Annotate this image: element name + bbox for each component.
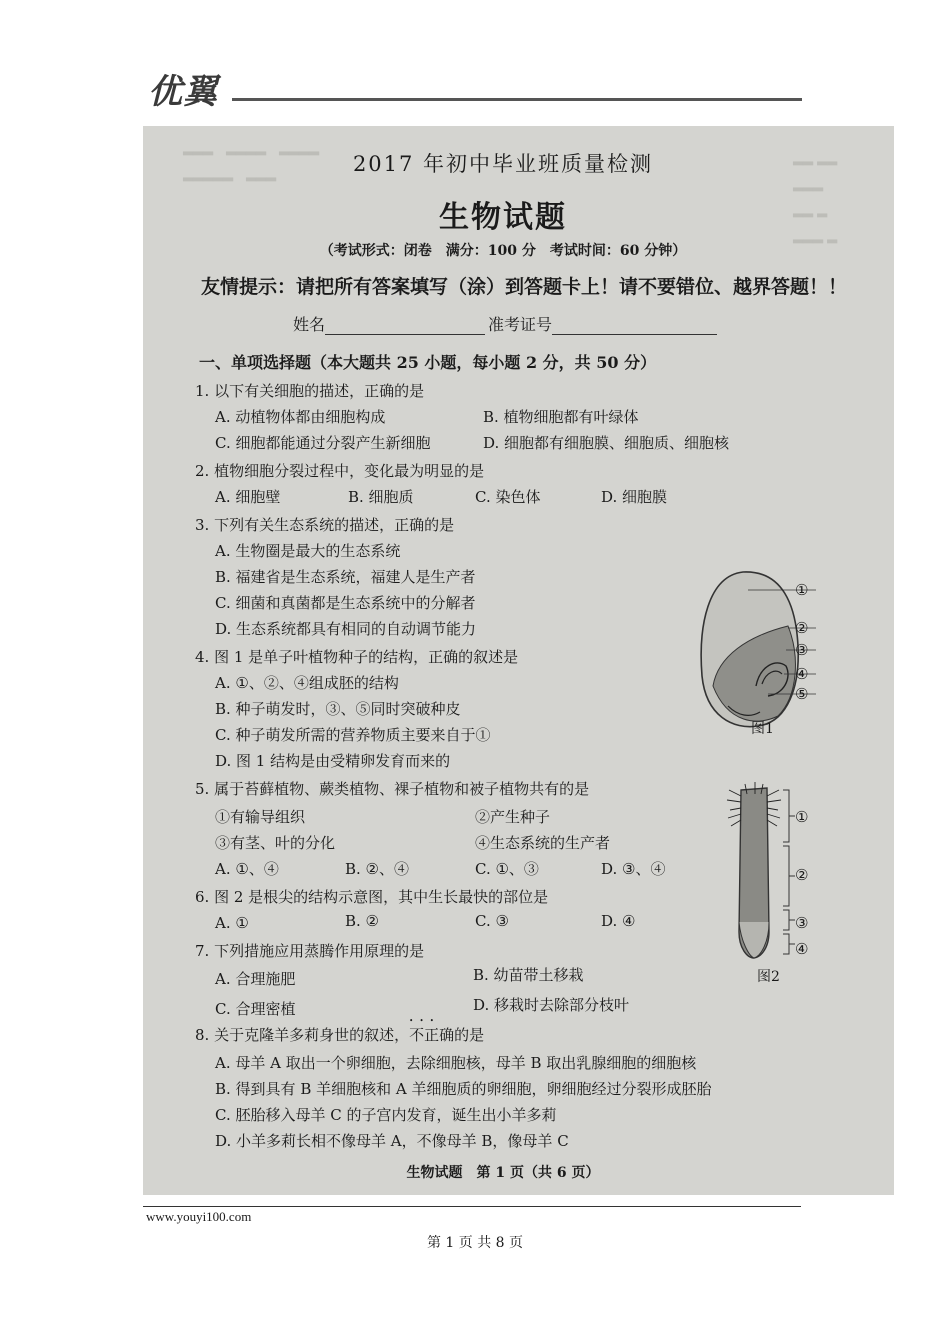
q6-option-c: C. ③ (475, 912, 509, 930)
name-field (293, 312, 485, 335)
q7-option-a: A. 合理施肥 (215, 970, 296, 988)
q7-option-b: B. 幼苗带土移栽 (473, 966, 584, 984)
q7-option-c: C. 合理密植 (215, 1000, 296, 1018)
footer-page-number: 第 1 页 共 8 页 (426, 1235, 524, 1251)
q6-option-d: D. ④ (601, 912, 636, 930)
q8-stem-suffix: 的是 (454, 1026, 485, 1044)
q8-stem-emphasis: 不正确 • • • (409, 1026, 454, 1044)
q7-option-d: D. 移栽时去除部分枝叶 (473, 996, 630, 1014)
q3-option-d: D. 生态系统都具有相同的自动调节能力 (215, 620, 477, 638)
q5-option-a: A. ①、④ (215, 860, 279, 878)
exam-info: （考试形式：闭卷 满分：100 分 考试时间：60 分钟） (319, 243, 687, 259)
q2-option-a: A. 细胞壁 (215, 488, 281, 506)
q5-option-b: B. ②、④ (345, 860, 410, 878)
bleed-through-top: ▂▂▂ ▂▂▂▂ ▂▂▂▂ ▂▂▂▂▂ ▂▂▂ (183, 141, 319, 182)
q2-option-d: D. 细胞膜 (601, 488, 668, 506)
question-2-stem: 2. 植物细胞分裂过程中，变化最为明显的是 (195, 462, 485, 480)
q6-option-a: A. ① (215, 914, 249, 932)
question-1-stem: 1. 以下有关细胞的描述，正确的是 (195, 382, 425, 400)
paper-page-footer: 生物试题 第 1 页（共 6 页） (406, 1165, 600, 1181)
q1-option-d: D. 细胞都有细胞膜、细胞质、细胞核 (483, 434, 730, 452)
friendly-tip: 友情提示：请把所有答案填写（涂）到答题卡上！请不要错位、越界答题！！ (201, 276, 848, 298)
exam-title-line2: 生物试题 (439, 200, 567, 235)
q3-option-c: C. 细菌和真菌都是生态系统中的分解者 (215, 594, 476, 612)
q5-option-d: D. ③、④ (601, 860, 666, 878)
fig1-label-2: ② (795, 619, 809, 637)
q5-item-4: ④生态系统的生产者 (475, 834, 611, 852)
q5-option-c: C. ①、③ (475, 860, 539, 878)
root-cap (739, 922, 769, 958)
figure-1-caption: 图1 (751, 721, 774, 737)
fig1-label-4: ④ (795, 665, 809, 683)
fig1-label-1: ① (795, 581, 809, 599)
id-field (488, 312, 717, 335)
q1-option-a: A. 动植物体都由细胞构成 (215, 408, 386, 426)
fig2-label-2: ② (795, 866, 809, 884)
exam-title-line1: 2017 年初中毕业班质量检测 (352, 152, 654, 176)
question-4-stem: 4. 图 1 是单子叶植物种子的结构，正确的叙述是 (195, 648, 519, 666)
q8-option-c: C. 胚胎移入母羊 C 的子宫内发育，诞生出小羊多莉 (215, 1106, 557, 1124)
q5-item-2: ②产生种子 (475, 808, 551, 826)
brand-logo: 优翼 (148, 72, 218, 112)
bracket-4 (783, 934, 795, 954)
q5-item-3: ③有茎、叶的分化 (215, 834, 336, 852)
header-rule (232, 98, 802, 101)
question-6-stem: 6. 图 2 是根尖的结构示意图，其中生长最快的部位是 (195, 888, 549, 906)
question-5-stem: 5. 属于苔藓植物、蕨类植物、裸子植物和被子植物共有的是 (195, 780, 590, 798)
figure-2-caption: 图2 (757, 969, 780, 985)
q4-option-a: A. ①、②、④组成胚的结构 (215, 674, 399, 692)
name-label: 姓名 (293, 315, 326, 334)
q2-option-c: C. 染色体 (475, 488, 541, 506)
fig2-label-3: ③ (795, 914, 809, 932)
q1-option-c: C. 细胞都能通过分裂产生新细胞 (215, 434, 431, 452)
q4-option-c: C. 种子萌发所需的营养物质主要来自于① (215, 726, 491, 744)
q3-option-a: A. 生物圈是最大的生态系统 (215, 542, 401, 560)
q8-stem-prefix: 8. 关于克隆羊多莉身世的叙述， (195, 1026, 410, 1044)
fig1-label-5: ⑤ (795, 685, 809, 703)
q3-option-b: B. 福建省是生态系统，福建人是生产者 (215, 568, 476, 586)
q5-item-1: ①有输导组织 (215, 808, 306, 826)
exam-paper-photo (143, 126, 894, 1195)
q2-option-b: B. 细胞质 (348, 488, 414, 506)
q6-option-b: B. ② (345, 912, 380, 930)
q4-option-d: D. 图 1 结构是由受精卵发育而来的 (215, 752, 451, 770)
footer-rule (143, 1206, 801, 1207)
section-heading: 一、单项选择题（本大题共 25 小题，每小题 2 分，共 50 分） (199, 353, 657, 372)
question-3-stem: 3. 下列有关生态系统的描述，正确的是 (195, 516, 455, 534)
bracket-3 (783, 910, 795, 930)
question-8-stem (195, 1024, 484, 1045)
footer-url: www.youyi100.com (146, 1209, 252, 1224)
q8-option-a: A. 母羊 A 取出一个卵细胞，去除细胞核，母羊 B 取出乳腺细胞的细胞核 (215, 1054, 697, 1072)
figure-2-root-tip-diagram (723, 782, 803, 962)
fig2-label-4: ④ (795, 940, 809, 958)
id-label: 准考证号 (488, 315, 553, 334)
bracket-1 (783, 790, 795, 842)
question-7-stem: 7. 下列措施应用蒸腾作用原理的是 (195, 942, 425, 960)
fig2-label-1: ① (795, 808, 809, 826)
fig1-label-3: ③ (795, 641, 809, 659)
q8-option-b: B. 得到具有 B 羊细胞核和 A 羊细胞质的卵细胞，卵细胞经过分裂形成胚胎 (215, 1080, 712, 1098)
q8-option-d: D. 小羊多莉长相不像母羊 A，不像母羊 B，像母羊 C (215, 1132, 569, 1150)
bracket-2 (783, 846, 795, 906)
q4-option-b: B. 种子萌发时，③、⑤同时突破种皮 (215, 700, 461, 718)
q1-option-b: B. 植物细胞都有叶绿体 (483, 408, 639, 426)
bleed-through: ▂▂ ▂▂ ▂▂▂ ▂▂ ▂ ▂▂▂ ▂ (793, 151, 838, 244)
